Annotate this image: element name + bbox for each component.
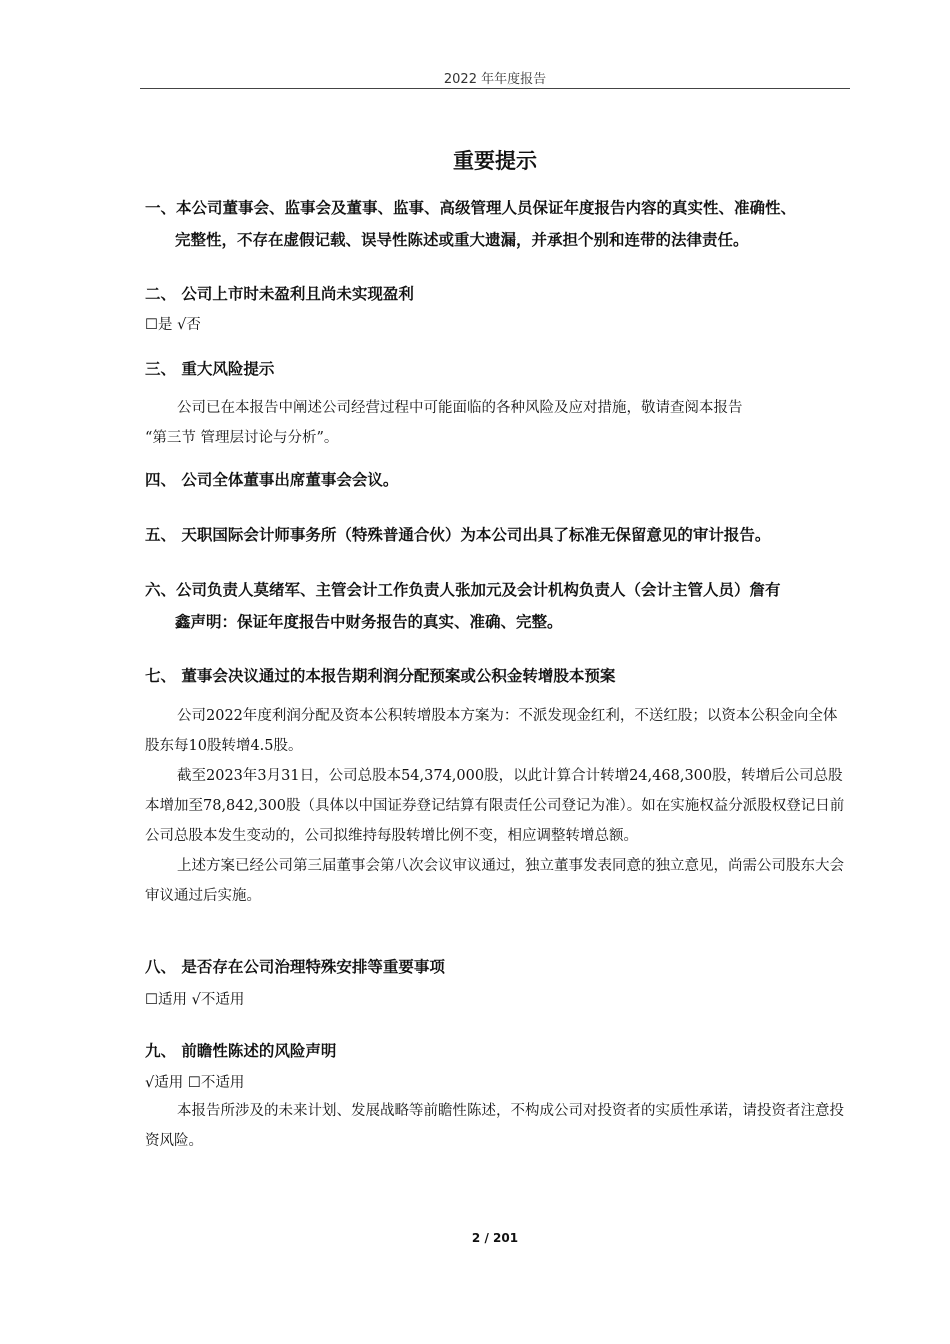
section-8-heading: 八、 是否存在公司治理特殊安排等重要事项 <box>145 958 445 976</box>
page-number: 2 / 201 <box>471 1231 519 1245</box>
section-7-paragraph-2: 截至2023年3月31日，公司总股本54,374,000股，以此计算合计转增24,468,300股，转增后公司总股本增加至78,842,300股（具体以中国证券登记结算有限责任公司登记为准）。如在实施权益分派股权登记日前公司总股本发生变动的，公司拟维持每股转增比例不变，相应调整转增总额。 <box>145 768 845 844</box>
section-3-line-2: “第三节 管理层讨论与分析”。 <box>145 430 339 446</box>
section-9-body <box>145 1096 850 1156</box>
section-8-options: ☐适用 √不适用 <box>145 992 245 1008</box>
section-1-line-1: 一、本公司董事会、监事会及董事、监事、高级管理人员保证年度报告内容的真实性、准确性、 <box>145 199 797 217</box>
page-header: 2022 年年度报告 <box>443 72 547 87</box>
section-2-options: ☐是 √否 <box>145 317 201 333</box>
section-1 <box>145 192 796 256</box>
section-3-heading: 三、 重大风险提示 <box>145 360 275 378</box>
section-5-heading: 五、 天职国际会计师事务所（特殊普通合伙）为本公司出具了标准无保留意见的审计报告。 <box>145 526 771 544</box>
section-6 <box>145 574 781 638</box>
section-6-line-2: 鑫声明：保证年度报告中财务报告的真实、准确、完整。 <box>175 613 563 631</box>
header-divider <box>140 88 850 89</box>
section-3-body <box>145 393 850 453</box>
section-9-paragraph-1: 本报告所涉及的未来计划、发展战略等前瞻性陈述，不构成公司对投资者的实质性承诺，请投资者注意投资风险。 <box>145 1103 844 1149</box>
section-2-heading: 二、 公司上市时未盈利且尚未实现盈利 <box>145 285 414 303</box>
section-1-line-2: 完整性，不存在虚假记载、误导性陈述或重大遗漏，并承担个别和连带的法律责任。 <box>175 231 749 249</box>
section-9-options: √适用 ☐不适用 <box>145 1075 245 1091</box>
section-6-line-1: 六、公司负责人莫绪军、主管会计工作负责人张加元及会计机构负责人（会计主管人员）詹有 <box>145 581 781 599</box>
section-7-heading: 七、 董事会决议通过的本报告期利润分配预案或公积金转增股本预案 <box>145 667 616 685</box>
section-7-paragraph-3: 上述方案已经公司第三届董事会第八次会议审议通过，独立董事发表同意的独立意见，尚需公司股东大会审议通过后实施。 <box>145 858 844 904</box>
page-title: 重要提示 <box>453 149 537 173</box>
section-4-heading: 四、 公司全体董事出席董事会会议。 <box>145 471 399 489</box>
section-7-body <box>145 701 850 911</box>
section-3-line-1: 公司已在本报告中阐述公司经营过程中可能面临的各种风险及应对措施，敬请查阅本报告 <box>177 400 743 416</box>
section-7-paragraph-1: 公司2022年度利润分配及资本公积转增股本方案为：不派发现金红利，不送红股；以资本公积金向全体股东每10股转增4.5股。 <box>145 708 838 754</box>
section-9-heading: 九、 前瞻性陈述的风险声明 <box>145 1042 337 1060</box>
